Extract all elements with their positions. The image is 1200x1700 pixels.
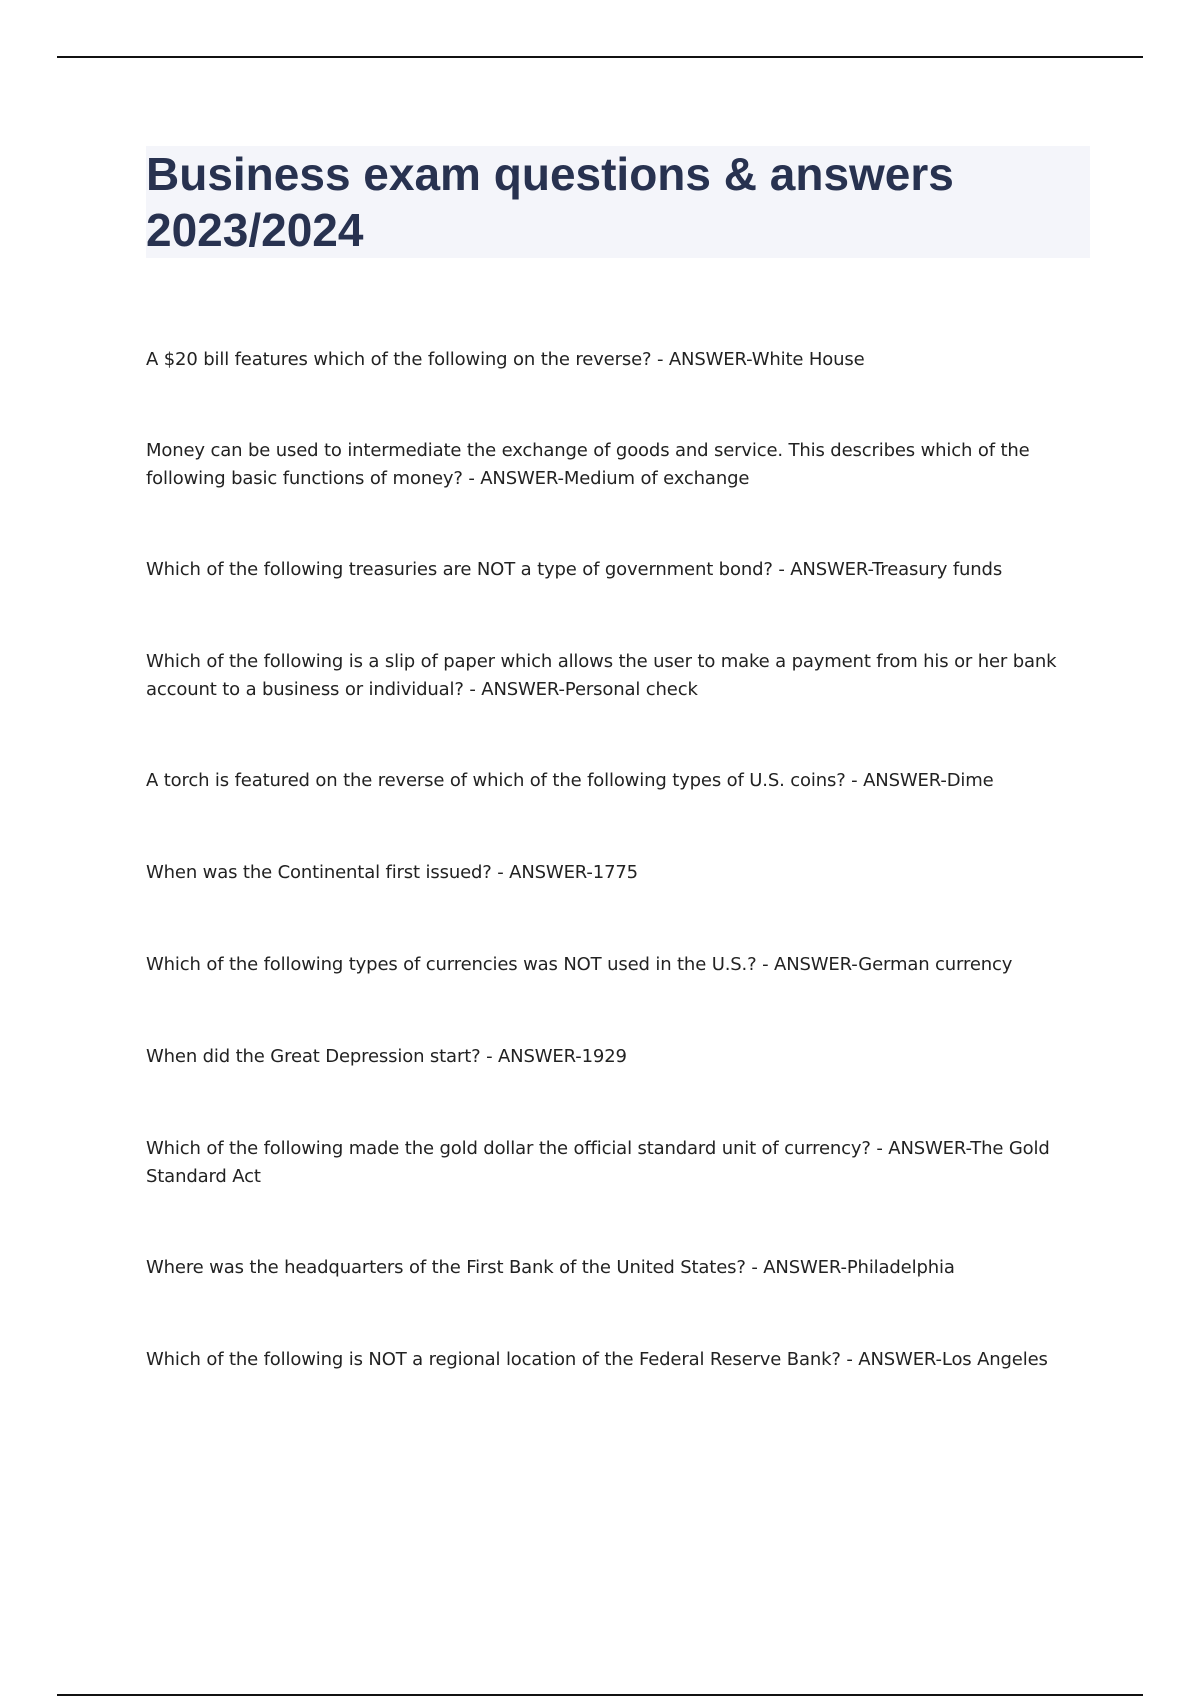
qa-item: Where was the headquarters of the First Bank of the United States? - ANSWER-Philadelphia (146, 1257, 955, 1278)
qa-item: Which of the following treasuries are NOT a type of government bond? - ANSWER-Treasury funds (146, 559, 1003, 580)
qa-item: Which of the following types of currencies was NOT used in the U.S.? - ANSWER-German currency (146, 954, 1013, 975)
qa-item: When did the Great Depression start? - ANSWER-1929 (146, 1046, 627, 1067)
title-block (146, 146, 1090, 258)
qa-item: Which of the following is a slip of paper which allows the user to make a payment from his or her bank account to a business or individual? - ANSWER-Personal check (146, 651, 1057, 700)
footer-rule (57, 1694, 1143, 1696)
qa-item: A $20 bill features which of the following on the reverse? - ANSWER-White House (146, 349, 865, 370)
qa-item: A torch is featured on the reverse of which of the following types of U.S. coins? - ANSWER-Dime (146, 770, 994, 791)
qa-list (146, 346, 1086, 1374)
qa-item: Money can be used to intermediate the exchange of goods and service. This describes which of the following basic functions of money? - ANSWER-Medium of exchange (146, 440, 1030, 489)
qa-item: Which of the following made the gold dollar the official standard unit of currency? - ANSWER-The Gold Standard Act (146, 1138, 1050, 1187)
qa-item: Which of the following is NOT a regional location of the Federal Reserve Bank? - ANSWER-Los Angeles (146, 1349, 1048, 1370)
page-title: Business exam questions & answers 2023/2024 (146, 148, 954, 256)
qa-item: When was the Continental first issued? - ANSWER-1775 (146, 862, 638, 883)
header-rule (57, 56, 1143, 58)
